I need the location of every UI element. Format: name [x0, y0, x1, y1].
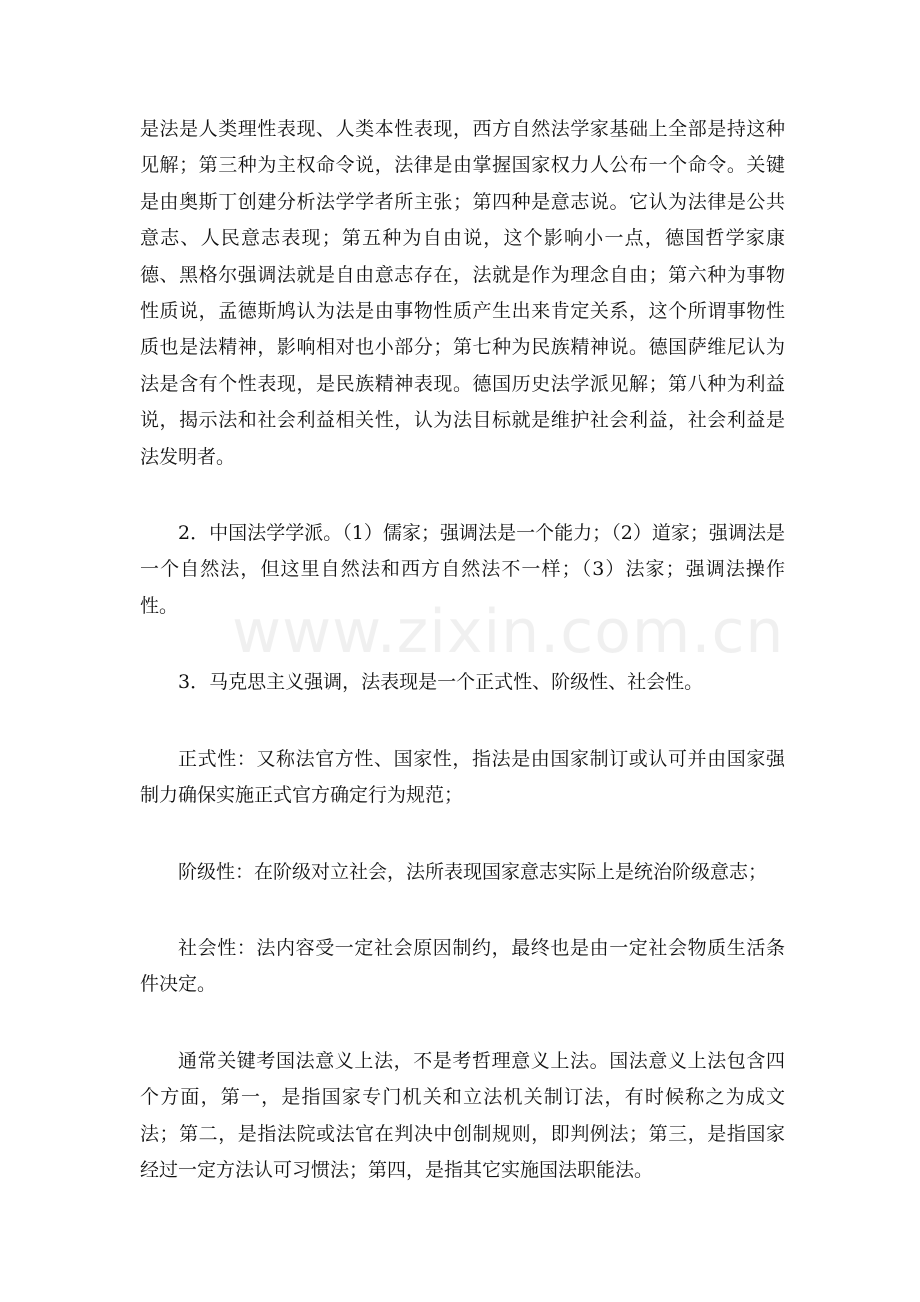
paragraph-class-nature: 阶级性：在阶级对立社会，法所表现国家意志实际上是统治阶级意志； [178, 860, 768, 883]
paragraph-theories: 是法是人类理性表现、人类本性表现，西方自然法学家基础上全部是持这种见解；第三种为主权命令说，法律是由掌握国家权力人公布一个命令。关键是由奥斯丁创建分析法学学者所主张；第四种是意志说。它认为法律是公共意志、人民意志表现；第五种为自由说，这个影响小一点，德国哲学家康德、黑格尔强调法就是自由意志存在，法就是作为理念自由；第六种为事物性质说，孟德斯鸠认为法是由事物性质产生出来肯定关系，这个所谓事物性质也是法精神，影响相对也小部分；第七种为民族精神说。德国萨维尼认为法是含有个性表现，是民族精神表现。德国历史法学派见解；第八种为利益说，揭示法和社会利益相关性，认为法目标就是维护社会利益，社会利益是法发明者。 [140, 118, 785, 468]
paragraph-chinese-schools: 2．中国法学学派。（1）儒家；强调法是一个能力；（2）道家；强调法是一个自然法，但这里自然法和西方自然法不一样；（3）法家；强调法操作性。 [140, 522, 785, 617]
paragraph-formality: 正式性：又称法官方性、国家性，指法是由国家制订或认可并由国家强制力确保实施正式官方确定行为规范； [140, 747, 785, 807]
paragraph-social-nature: 社会性：法内容受一定社会原因制约，最终也是由一定社会物质生活条件决定。 [140, 936, 785, 996]
paragraph-marxism: 3．马克思主义强调，法表现是一个正式性、阶级性、社会性。 [178, 671, 704, 694]
document-body [140, 111, 785, 1188]
paragraph-state-law: 通常关键考国法意义上法，不是考哲理意义上法。国法意义上法包含四个方面，第一，是指国家专门机关和立法机关制订法，有时候称之为成文法；第二，是指法院或法官在判决中创制规则，即判例法；第三，是指国家经过一定方法认可习惯法；第四，是指其它实施国法职能法。 [140, 1049, 785, 1181]
watermark-text: www.zixin.com.cn [232, 597, 785, 667]
